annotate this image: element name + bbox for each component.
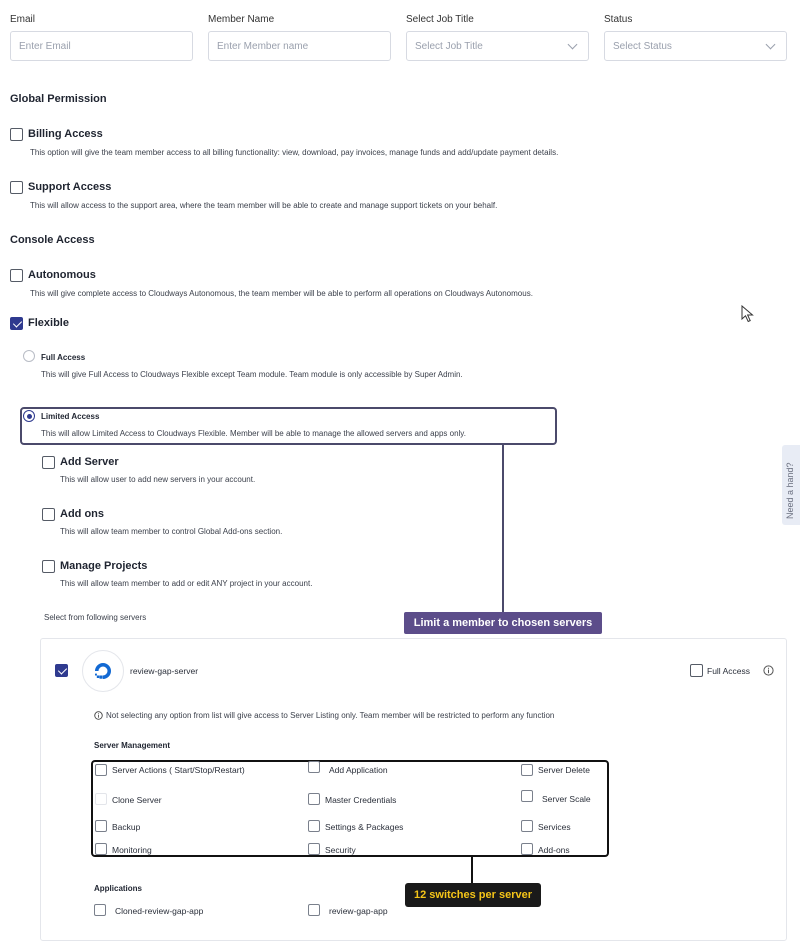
- server-full-access-label: Full Access: [707, 666, 750, 676]
- email-input[interactable]: [10, 31, 193, 61]
- manage-projects-desc: This will allow team member to add or edit ANY project in your account.: [60, 579, 313, 588]
- console-access-heading: Console Access: [10, 234, 95, 246]
- security-label: Security: [325, 845, 356, 855]
- job-title-placeholder: Select Job Title: [415, 40, 483, 52]
- flexible-checkbox[interactable]: [10, 317, 23, 330]
- global-permission-heading: Global Permission: [10, 93, 107, 105]
- add-server-title: Add Server: [60, 456, 119, 468]
- status-placeholder: Select Status: [613, 40, 672, 52]
- member-name-input[interactable]: [208, 31, 391, 61]
- server-select-checkbox[interactable]: [55, 664, 68, 677]
- server-actions-checkbox[interactable]: [95, 764, 107, 776]
- add-ons-server-checkbox[interactable]: [521, 843, 533, 855]
- job-title-select[interactable]: [406, 31, 589, 61]
- server-management-heading: Server Management: [94, 741, 171, 750]
- support-access-checkbox[interactable]: [10, 181, 23, 194]
- job-title-label: Select Job Title: [406, 14, 474, 25]
- status-select[interactable]: [604, 31, 787, 61]
- app-review-checkbox[interactable]: [308, 904, 320, 916]
- add-ons-title: Add ons: [60, 508, 104, 520]
- server-full-access-checkbox[interactable]: [690, 664, 703, 677]
- services-label: Services: [538, 822, 571, 832]
- mouse-pointer-icon: [741, 305, 755, 323]
- add-ons-checkbox[interactable]: [42, 508, 55, 521]
- server-delete-label: Server Delete: [538, 765, 590, 775]
- settings-packages-checkbox[interactable]: [308, 820, 320, 832]
- limited-access-highlight: [20, 407, 557, 445]
- add-ons-server-label: Add-ons: [538, 845, 570, 855]
- security-checkbox[interactable]: [308, 843, 320, 855]
- app-cloned-checkbox[interactable]: [94, 904, 106, 916]
- select-servers-label: Select from following servers: [44, 613, 147, 622]
- clone-server-checkbox[interactable]: [95, 793, 107, 805]
- switches-callout: 12 switches per server: [405, 883, 541, 907]
- add-server-checkbox[interactable]: [42, 456, 55, 469]
- info-circle-icon: [94, 711, 103, 720]
- applications-heading: Applications: [94, 884, 143, 893]
- add-ons-desc: This will allow team member to control Global Add-ons section.: [60, 527, 283, 536]
- clone-server-label: Clone Server: [112, 795, 162, 805]
- support-access-title: Support Access: [28, 181, 112, 193]
- monitoring-checkbox[interactable]: [95, 843, 107, 855]
- need-a-hand-tab[interactable]: [782, 445, 800, 525]
- backup-label: Backup: [112, 822, 141, 832]
- server-actions-label: Server Actions ( Start/Stop/Restart): [112, 765, 245, 775]
- info-circle-icon[interactable]: [763, 665, 774, 676]
- add-server-desc: This will allow user to add new servers in your account.: [60, 475, 256, 484]
- monitoring-label: Monitoring: [112, 845, 152, 855]
- autonomous-title: Autonomous: [28, 269, 96, 281]
- full-access-desc: This will give Full Access to Cloudways Flexible except Team module. Team module is only accessible by Super Admin.: [41, 370, 463, 379]
- autonomous-desc: This will give complete access to Cloudways Autonomous, the team member will be able to perform all operations on Cloudways Autonomous.: [30, 289, 533, 298]
- server-scale-label: Server Scale: [542, 794, 591, 804]
- autonomous-checkbox[interactable]: [10, 269, 23, 282]
- need-a-hand-label: Need a hand?: [785, 462, 795, 519]
- status-label: Status: [604, 14, 633, 25]
- switches-connector: [471, 857, 473, 883]
- callout-connector: [502, 445, 504, 612]
- digitalocean-logo-icon: [82, 650, 124, 692]
- backup-checkbox[interactable]: [95, 820, 107, 832]
- info-note: Not selecting any option from list will give access to Server Listing only. Team member will be restricted to perform any function: [106, 711, 555, 720]
- billing-access-title: Billing Access: [28, 128, 103, 140]
- master-credentials-checkbox[interactable]: [308, 793, 320, 805]
- email-label: Email: [10, 14, 36, 25]
- servers-callout: Limit a member to chosen servers: [404, 612, 602, 634]
- full-access-radio[interactable]: [23, 350, 35, 362]
- limited-access-radio[interactable]: [23, 410, 35, 422]
- billing-access-desc: This option will give the team member access to all billing functionality: view, download, pay invoices, manage funds and add/update payment details.: [30, 148, 559, 157]
- email-placeholder: Enter Email: [19, 40, 71, 52]
- add-application-checkbox[interactable]: [308, 761, 320, 773]
- member-name-label: Member Name: [208, 14, 275, 25]
- chevron-down-icon: [766, 39, 776, 49]
- member-name-placeholder: Enter Member name: [217, 40, 309, 52]
- flexible-title: Flexible: [28, 317, 69, 329]
- settings-packages-label: Settings & Packages: [325, 822, 404, 832]
- master-credentials-label: Master Credentials: [325, 795, 397, 805]
- app-review-label: review-gap-app: [329, 906, 388, 916]
- manage-projects-title: Manage Projects: [60, 560, 148, 572]
- support-access-desc: This will allow access to the support area, where the team member will be able to create and manage support tickets on your behalf.: [30, 201, 498, 210]
- chevron-down-icon: [568, 39, 578, 49]
- services-checkbox[interactable]: [521, 820, 533, 832]
- server-name: review-gap-server: [130, 666, 199, 676]
- limited-access-title: Limited Access: [41, 412, 100, 421]
- server-scale-checkbox[interactable]: [521, 790, 533, 802]
- manage-projects-checkbox[interactable]: [42, 560, 55, 573]
- full-access-title: Full Access: [41, 353, 86, 362]
- add-application-label: Add Application: [329, 765, 388, 775]
- app-cloned-label: Cloned-review-gap-app: [115, 906, 204, 916]
- billing-access-checkbox[interactable]: [10, 128, 23, 141]
- limited-access-desc: This will allow Limited Access to Cloudways Flexible. Member will be able to manage the allowed servers and apps only.: [41, 429, 466, 438]
- server-delete-checkbox[interactable]: [521, 764, 533, 776]
